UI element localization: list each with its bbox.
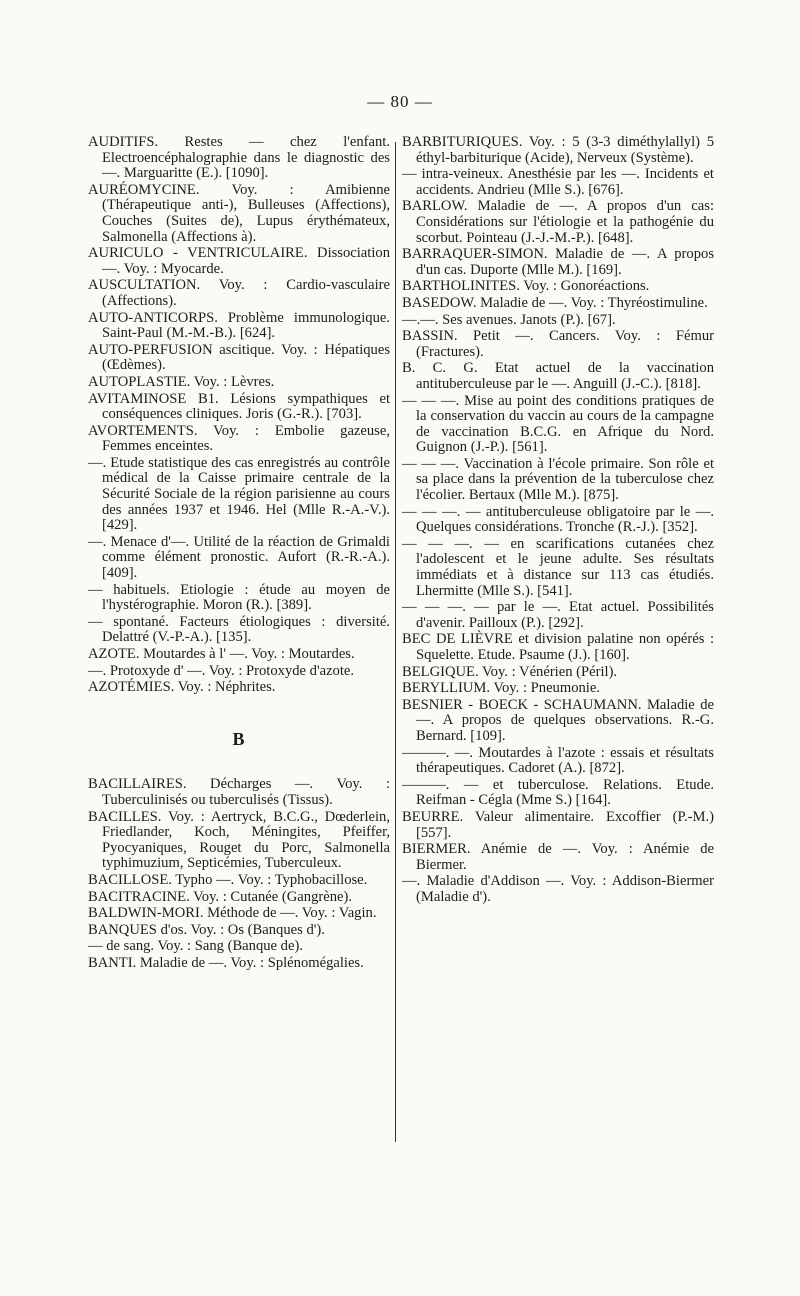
index-entry: AUSCULTATION. Voy. : Cardio-vasculaire (Affections). [88, 277, 390, 309]
index-entry: BASSIN. Petit —. Cancers. Voy. : Fémur (Fractures). [402, 328, 714, 360]
index-entry: AVITAMINOSE B1. Lésions sympathiques et conséquences cliniques. Joris (G.-R.). [703]. [88, 390, 390, 423]
index-entry: BEC DE LIÈVRE et division palatine non opérés : Squelette. Etude. Psaume (J.). [160]. [402, 631, 714, 663]
index-entry: BACILLOSE. Typho —. Voy. : Typhobacillose. [88, 871, 368, 888]
right-column [402, 135, 714, 907]
index-entry: BACILLES. Voy. : Aertryck, B.C.G., Dœderlein, Friedlander, Koch, Méningites, Pfeiffer, Pyocyaniques, Rouget du Porc, Salmonella typhimuzium, Septicémies, Tuberculeux. [88, 808, 390, 872]
index-entry: BIERMER. Anémie de —. Voy. : Anémie de Biermer. [402, 841, 714, 873]
index-entry: — intra-veineux. Anesthésie par les —. Incidents et accidents. Andrieu (Mlle S.). [676]. [402, 166, 714, 198]
index-entry: BACITRACINE. Voy. : Cutanée (Gangrène). [88, 888, 352, 905]
index-entry: BACILLAIRES. Décharges —. Voy. : Tuberculinisés ou tuberculisés (Tissus). [88, 776, 390, 808]
index-entry: B. C. G. Etat actuel de la vaccination antituberculeuse par le —. Anguill (J.-C.). [818]. [402, 360, 714, 392]
index-entry: — — —. — par le —. Etat actuel. Possibilités d'avenir. Pailloux (P.). [292]. [402, 599, 714, 631]
index-entry: — habituels. Etiologie : étude au moyen de l'hystérographie. Moron (R.). [389]. [88, 581, 390, 614]
index-entry: — — —. — antituberculeuse obligatoire par le —. Quelques considérations. Tronche (R.-J.). [352]. [402, 503, 714, 536]
index-entry: — — —. — en scarifications cutanées chez l'adolescent et le jeune adulte. Ses résultats immédiats et à distance sur 113 cas étudiés. Lhermitte (Mlle S.). [541]. [402, 535, 714, 599]
index-entry: BARRAQUER-SIMON. Maladie de —. A propos d'un cas. Duporte (Mlle M.). [169]. [402, 246, 714, 278]
index-entry: AURÉOMYCINE. Voy. : Amibienne (Thérapeutique anti-), Bulleuses (Affections), Couches (Suites de), Lupus érythémateux, Salmonella (Affections à). [88, 181, 390, 245]
index-entry: AVORTEMENTS. Voy. : Embolie gazeuse, Femmes enceintes. [88, 422, 390, 455]
index-entry: BARBITURIQUES. Voy. : 5 (3-3 diméthylallyl) 5 éthyl-barbiturique (Acide), Nerveux (Système). [402, 134, 714, 166]
index-entry: — de sang. Voy. : Sang (Banque de). [88, 938, 303, 955]
index-entry: BASEDOW. Maladie de —. Voy. : Thyréostimuline. [402, 294, 708, 311]
index-entry: — spontané. Facteurs étiologiques : diversité. Delattré (V.-P.-A.). [135]. [88, 613, 390, 646]
page-number: — 80 — [367, 92, 433, 111]
index-entry: BELGIQUE. Voy. : Vénérien (Péril). [402, 663, 618, 680]
index-entry: BARLOW. Maladie de —. A propos d'un cas: Considérations sur l'étiologie et la pathogénie du scorbut. Pointeau (J.-J.-M.-P.). [648]. [402, 198, 714, 246]
left-entries-b [88, 777, 390, 971]
index-entry: —. Etude statistique des cas enregistrés au contrôle médical de la Caisse primaire centrale de la Sécurité Sociale de la région parisienne au cours des années 1937 et 1946. Hel (Mlle R.-A.-V.). [429]. [88, 454, 390, 534]
left-entries-a [88, 135, 390, 696]
index-entry: BALDWIN-MORI. Méthode de —. Voy. : Vagin. [88, 905, 377, 922]
left-column [88, 135, 390, 973]
index-entry: BARTHOLINITES. Voy. : Gonoréactions. [402, 278, 650, 295]
index-entry: —. Menace d'—. Utilité de la réaction de Grimaldi comme élément pronostic. Aufort (R.-R.-A.). [409]. [88, 533, 390, 582]
index-entry: AZOTE. Moutardes à l' —. Voy. : Moutardes. [88, 646, 355, 662]
index-entry: —. Protoxyde d' —. Voy. : Protoxyde d'azote. [88, 662, 355, 679]
index-entry: — — —. Mise au point des conditions pratiques de la conservation du vaccin au cours de la campagne de vaccination B.C.G. en Afrique du Nord. Guignon (J.-P.). [561]. [402, 392, 714, 456]
index-entry: —.—. Ses avenues. Janots (P.). [67]. [402, 311, 616, 328]
column-divider [395, 142, 396, 1142]
index-entry: —. Maladie d'Addison —. Voy. : Addison-Biermer (Maladie d'). [402, 873, 714, 905]
index-entry: BANQUES d'os. Voy. : Os (Banques d'). [88, 921, 325, 938]
index-entry: AUTOPLASTIE. Voy. : Lèvres. [88, 373, 275, 390]
index-entry: ———. —. Moutardes à l'azote : essais et résultats thérapeutiques. Cadoret (A.). [872]. [402, 744, 714, 777]
index-entry: AURICULO - VENTRICULAIRE. Dissociation —. Voy. : Myocarde. [88, 245, 390, 277]
index-entry: AUDITIFS. Restes — chez l'enfant. Electroencéphalographie dans le diagnostic des —. Marguaritte (E.). [1090]. [88, 134, 390, 182]
index-entry: AUTO-PERFUSION ascitique. Voy. : Hépatiques (Œdèmes). [88, 341, 390, 374]
section-heading-b: B [232, 728, 246, 749]
index-entry: — — —. Vaccination à l'école primaire. Son rôle et sa place dans la prévention de la tuberculose chez l'écolier. Bertaux (Mlle M.). [875]. [402, 455, 714, 504]
index-entry: AZOTÉMIES. Voy. : Néphrites. [88, 679, 276, 696]
index-entry: BANTI. Maladie de —. Voy. : Splénomégalies. [88, 954, 364, 971]
index-entry: BESNIER - BOECK - SCHAUMANN. Maladie de —. A propos de quelques observations. R.-G. Bernard. [109]. [402, 696, 714, 744]
index-entry: BERYLLIUM. Voy. : Pneumonie. [402, 680, 600, 697]
index-entry: BEURRE. Valeur alimentaire. Excoffier (P.-M.) [557]. [402, 808, 714, 841]
index-entry: ———. — et tuberculose. Relations. Etude. Reifman - Cégla (Mme S.) [164]. [402, 776, 714, 809]
index-entry: AUTO-ANTICORPS. Problème immunologique. Saint-Paul (M.-M.-B.). [624]. [88, 309, 390, 342]
